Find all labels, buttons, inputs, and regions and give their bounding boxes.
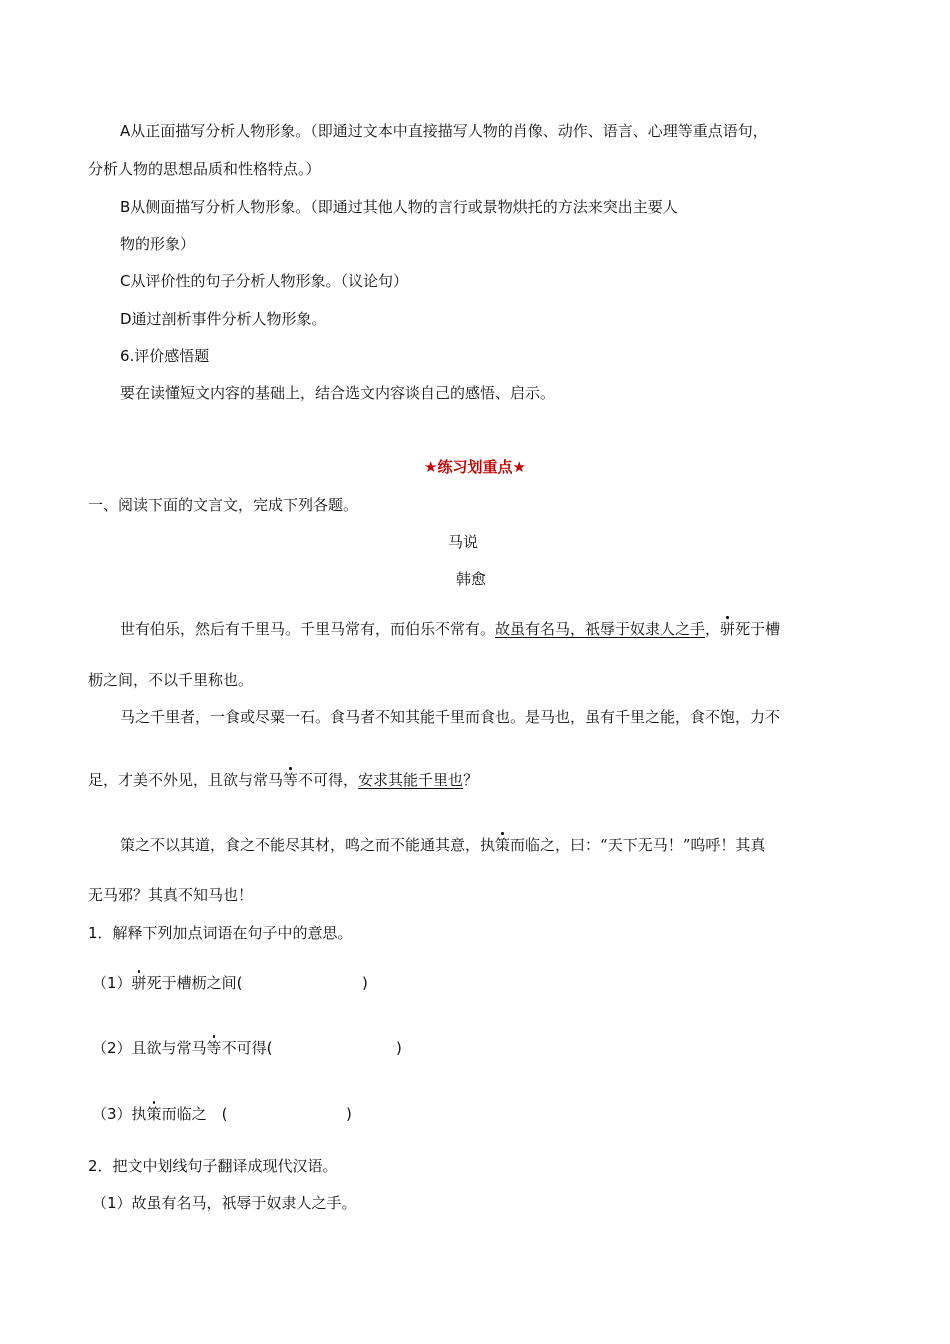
method-b-line1: B从侧面描写分析人物形象。（即通过其他人物的言行或景物烘托的方法来突出主要人 [120, 198, 678, 216]
question-1-2 [92, 1038, 272, 1058]
question-1-1 [92, 973, 242, 993]
item-text: 死于槽枥之间( [146, 974, 243, 992]
question-2: 2．把文中划线句子翻译成现代汉语。 [88, 1157, 338, 1175]
passage-text: ？ [463, 771, 479, 789]
underlined-sentence-2: 安求其能千里也 [358, 771, 464, 789]
dotted-word-pian: 骈 [131, 974, 147, 992]
passage-text: 而临之，曰：“天下无马！”呜呼！其真 [510, 836, 766, 854]
passage-text: ， [705, 620, 721, 638]
method-c: C从评价性的句子分析人物形象。（议论句） [120, 272, 408, 290]
passage-p2-line2 [88, 770, 478, 790]
item-number: （3）执 [92, 1105, 147, 1123]
passage-text: 策之不以其道，食之不能尽其材，鸣之而不能通其意，执 [120, 836, 496, 854]
answer-close-paren-2: ) [396, 1039, 402, 1057]
dotted-word-ce: 策 [495, 836, 511, 854]
method-a-line1: A从正面描写分析人物形象。（即通过文本中直接描写人物的肖像、动作、语言、心理等重点语句， [120, 122, 768, 140]
passage-p1-line1 [120, 619, 780, 639]
dotted-word-ce: 策 [146, 1105, 162, 1123]
item-text: 不可得( [221, 1039, 273, 1057]
method-a-line2: 分析人物的思想品质和性格特点。） [88, 160, 321, 178]
answer-close-paren-1: ) [362, 974, 368, 992]
passage-p2-line1: 马之千里者，一食或尽粟一石。食马者不知其能千里而食也。是马也，虽有千里之能，食不饱，力不 [120, 708, 781, 726]
answer-close-paren-3: ) [346, 1105, 352, 1123]
poem-title: 马说 [448, 533, 479, 551]
reading-instruction: 一、阅读下面的文言文，完成下列各题。 [88, 496, 359, 514]
item-number: （1） [92, 974, 132, 992]
question-1: 1．解释下列加点词语在句子中的意思。 [88, 924, 353, 942]
passage-text: 死于槽 [735, 620, 781, 638]
passage-p3-line1 [120, 835, 765, 855]
method-d: D通过剖析事件分析人物形象。 [120, 310, 327, 328]
passage-p3-line2: 无马邪？其真不知马也！ [88, 886, 254, 904]
method-b-line2: 物的形象） [120, 235, 196, 253]
evaluation-text: 要在读懂短文内容的基础上，结合选文内容谈自己的感悟、启示。 [120, 384, 556, 402]
dotted-word-deng: 等 [283, 771, 299, 789]
practice-title: ★练习划重点★ [424, 458, 526, 476]
question-2-1: （1）故虽有名马，祇辱于奴隶人之手。 [92, 1194, 357, 1212]
passage-p1-line2: 枥之间，不以千里称也。 [88, 671, 254, 689]
dotted-word-deng: 等 [206, 1039, 222, 1057]
passage-text: 不可得， [298, 771, 359, 789]
item-number: （2）且欲与常马 [92, 1039, 207, 1057]
passage-text: 足，才美不外见，且欲与常马 [88, 771, 284, 789]
poem-author: 韩愈 [456, 570, 487, 588]
dotted-word-pian: 骈 [720, 620, 736, 638]
heading-evaluation: 6.评价感悟题 [120, 347, 210, 365]
passage-text: 世有伯乐，然后有千里马。千里马常有，而伯乐不常有。 [120, 620, 496, 638]
item-text: 而临之 ( [161, 1105, 228, 1123]
question-1-3 [92, 1104, 227, 1124]
underlined-sentence-1: 故虽有名马，祇辱于奴隶人之手 [495, 620, 706, 638]
